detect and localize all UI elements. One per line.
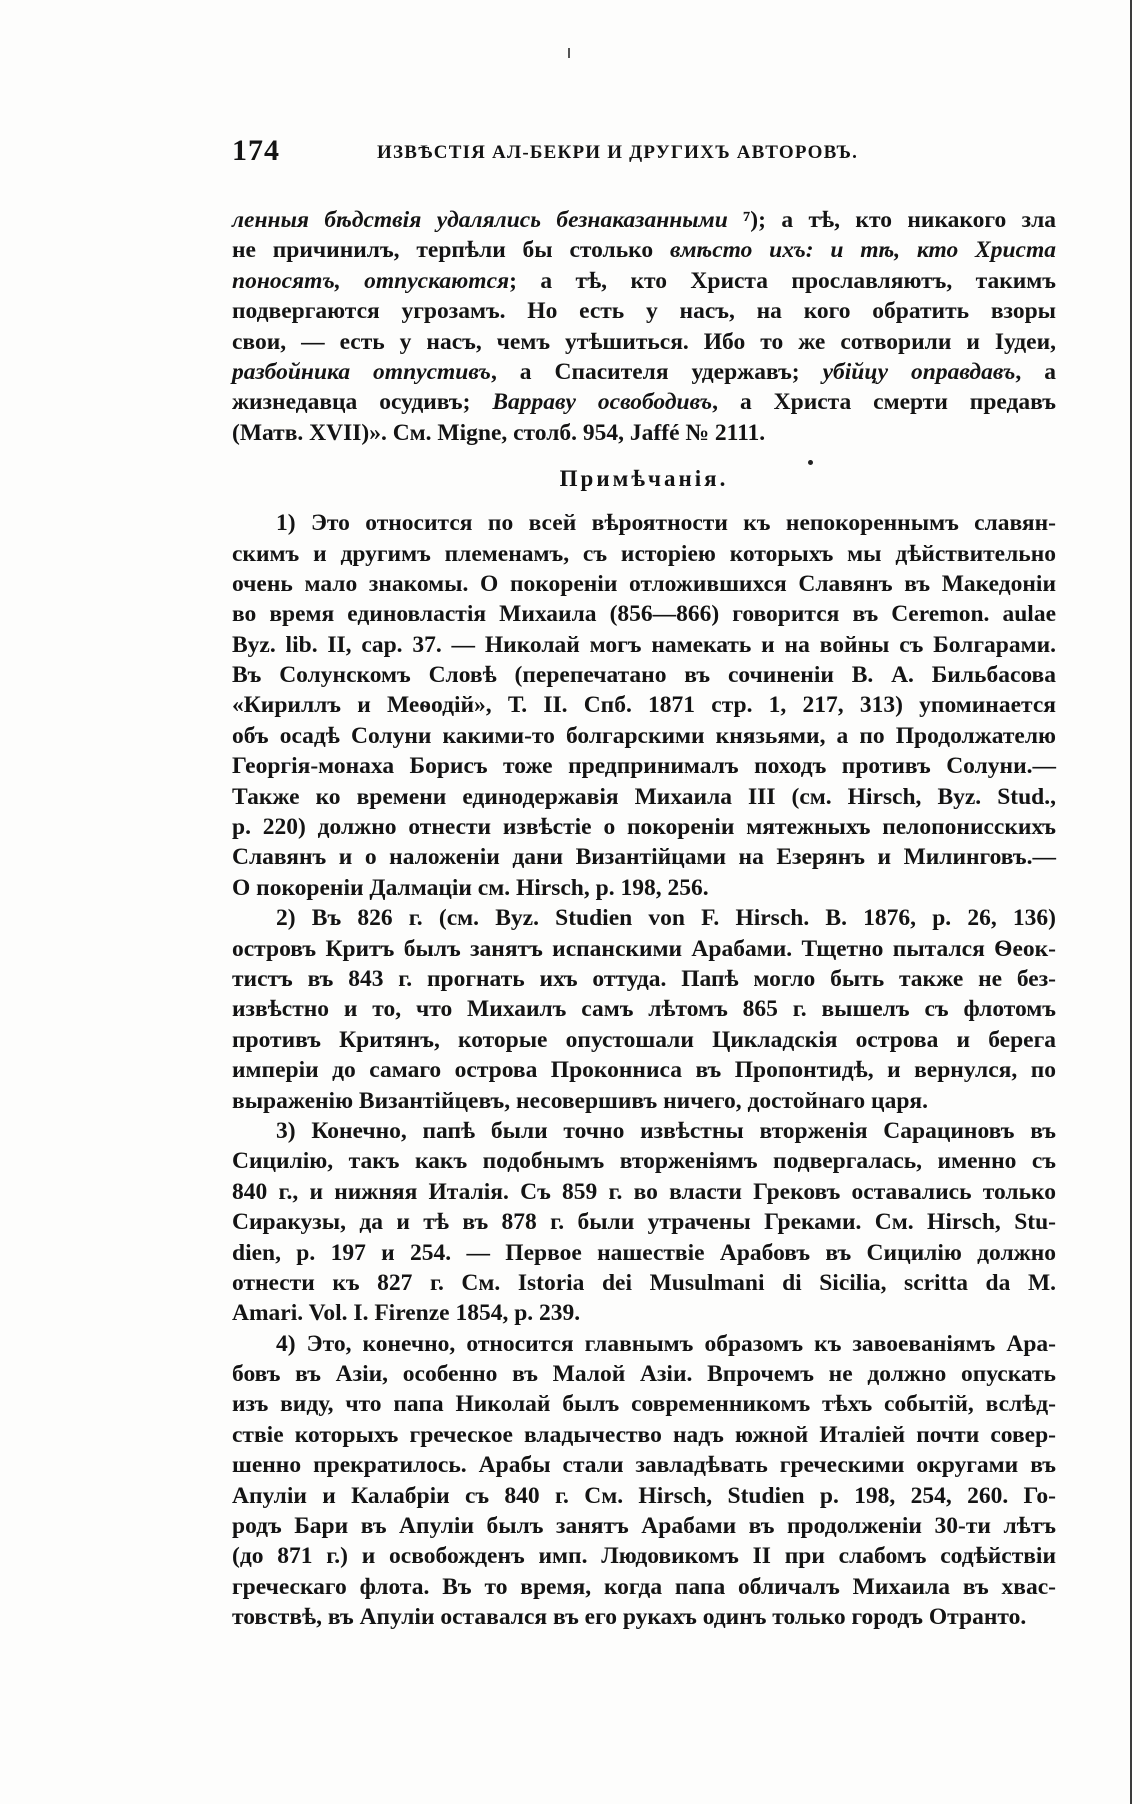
italic-segment: убійцу оправдавъ	[822, 358, 1016, 385]
running-title: ИЗВѢСТІЯ АЛ-БЕКРИ И ДРУГИХЪ АВТОРОВЪ.	[377, 142, 859, 163]
note-line: скимъ и другимъ племенамъ, съ исторіею которыхъ мы дѣйствительно	[232, 540, 1056, 567]
text-segment: не причинилъ, терпѣли бы столько	[232, 237, 670, 264]
text-line	[232, 357, 1056, 387]
page-number: 174	[232, 134, 280, 167]
text-line	[232, 387, 1056, 417]
text-line	[232, 235, 1056, 265]
note-line: 1) Это относится по всей вѣроятности къ непокореннымъ славян-	[276, 510, 1056, 537]
note-line: «Кириллъ и Меѳодій», Т. II. Спб. 1871 стр. 1, 217, 313) упоминается	[232, 692, 1056, 719]
text-segment: , а Спасителя удержавъ;	[490, 358, 823, 385]
note-line: Byz. lib. II, cap. 37. — Николай могъ намекать и на войны съ Болгарами.	[232, 631, 1056, 658]
note-line: шенно прекратилось. Арабы стали завладѣвать греческими округами въ	[232, 1452, 1056, 1479]
note-line: товствѣ, въ Апуліи оставался въ его рукахъ одинъ только городъ Отранто.	[232, 1604, 1027, 1631]
note-line: объ осадѣ Солуни какими-то болгарскими князьями, а по Продолжателю	[232, 722, 1056, 749]
note-line: О покореніи Далмаціи см. Hirsch, p. 198, 256.	[232, 874, 709, 901]
italic-segment: вмѣсто ихъ: и тѣ, кто Христа	[669, 237, 1056, 264]
note-line: Также ко времени единодержавія Михаила III (см. Hirsch, Byz. Stud.,	[232, 783, 1056, 810]
text-line	[232, 327, 1056, 357]
italic-segment: поносятъ, отпускаются	[232, 267, 510, 294]
italic-segment: Варраву освободивъ	[492, 389, 713, 416]
note-line: во время единовластія Михаила (856—866) говорится въ Ceremon. aulae	[232, 601, 1056, 628]
text-segment: ⁷); а тѣ, кто никакого зла	[727, 207, 1057, 233]
note-line: Въ Солунскомъ Словѣ (перепечатано въ сочиненіи В. А. Бильбасова	[232, 662, 1056, 689]
note-line: Апуліи и Калабріи съ 840 г. См. Hirsch, Studien p. 198, 254, 260. Го-	[232, 1482, 1056, 1509]
note-line: (до 871 г.) и освобожденъ имп. Людовикомъ II при слабомъ содѣйствіи	[232, 1543, 1056, 1570]
note-line: Сицилію, такъ какъ подобнымъ вторженіямъ подвергалась, именно съ	[232, 1148, 1056, 1175]
intro-paragraph	[232, 205, 1056, 448]
notes-section	[232, 508, 1056, 1632]
note-line: противъ Критянъ, которые опустошали Цикладскія острова и берега	[232, 1026, 1056, 1053]
text-segment: подвергаются угрозамъ. Но есть у насъ, на кого обратить взоры	[232, 298, 1056, 325]
note-line: 2) Въ 826 г. (см. Byz. Studien von F. Hirsch. B. 1876, p. 26, 136)	[276, 905, 1056, 932]
note-line: греческаго флота. Въ то время, когда папа обличалъ Михаила въ хвас-	[232, 1573, 1056, 1600]
note-line: родъ Бари въ Апуліи былъ занятъ Арабами въ продолженіи 30-ти лѣтъ	[232, 1513, 1056, 1540]
italic-segment: ленныя бѣдствія удалялись безнаказанными	[232, 207, 728, 233]
text-line	[232, 418, 1056, 448]
page-header	[232, 134, 932, 174]
scan-mark	[568, 48, 570, 58]
text-line	[232, 205, 1056, 235]
note-line: островъ Критъ былъ занятъ испанскими Арабами. Тщетно пытался Ѳеок-	[232, 935, 1056, 962]
note-line: Георгія-монаха Борисъ тоже предпринималъ походъ противъ Солуни.—	[232, 753, 1056, 780]
note-line: отнести къ 827 г. См. Istoria dei Musulmani di Sicilia, scritta da M.	[232, 1269, 1056, 1296]
note-line: тистъ въ 843 г. прогнать ихъ оттуда. Папѣ могло быть также не без-	[232, 965, 1056, 992]
text-segment: ; а тѣ, кто Христа прославляютъ, такимъ	[509, 267, 1056, 294]
note-line: имперіи до самаго острова Проконниса въ Пропонтидѣ, и вернулся, по	[232, 1057, 1056, 1084]
note-line: p. 220) должно отнести извѣстіе о покореніи мятежныхъ пелопонисскихъ	[232, 814, 1056, 841]
note-line: 840 г., и нижняя Италія. Съ 859 г. во власти Грековъ оставались только	[232, 1178, 1056, 1205]
note-line: dien, p. 197 и 254. — Первое нашествіе Арабовъ въ Сицилію должно	[232, 1239, 1056, 1266]
note-line: очень мало знакомы. О покореніи отложившихся Славянъ въ Македоніи	[232, 570, 1056, 597]
note-line: 4) Это, конечно, относится главнымъ образомъ къ завоеваніямъ Ара-	[276, 1330, 1056, 1357]
note-line: 3) Конечно, папѣ были точно извѣстны вторженія Сарациновъ въ	[276, 1117, 1056, 1144]
text-segment: , а Христа смерти предавъ	[712, 389, 1056, 416]
note-line: Сиракузы, да и тѣ въ 878 г. были утрачены Греками. См. Hirsch, Stu-	[232, 1209, 1056, 1236]
body-text	[232, 205, 1056, 1633]
note-line: ствіе которыхъ греческое владычество надъ южной Италіей почти совер-	[232, 1421, 1056, 1448]
note-line: бовъ въ Азіи, особенно въ Малой Азіи. Впрочемъ не должно опускать	[232, 1361, 1056, 1388]
note-line: выраженію Византійцевъ, несовершивъ ничего, достойнаго царя.	[232, 1087, 929, 1114]
text-segment: , а	[1015, 358, 1056, 385]
text-segment: свои, — есть у насъ, чемъ утѣшиться. Ибо то же сотворили и Іудеи,	[232, 328, 1056, 355]
page-edge-rule	[1130, 0, 1132, 1804]
note-line: изъ виду, что папа Николай былъ современникомъ тѣхъ событій, вслѣд-	[232, 1391, 1056, 1418]
notes-heading: Примѣчанія.	[559, 466, 729, 492]
text-line	[232, 266, 1056, 296]
text-line	[232, 296, 1056, 326]
text-segment: (Матв. XVII)». См. Migne, столб. 954, Jaffé № 2111.	[232, 419, 766, 446]
text-segment: жизнедавца осудивъ;	[232, 389, 493, 416]
note-line: извѣстно и то, что Михаилъ самъ лѣтомъ 865 г. вышелъ съ флотомъ	[232, 996, 1056, 1023]
italic-segment: разбойника отпустивъ	[232, 358, 491, 385]
note-line: Славянъ и о наложеніи дани Византійцами на Езерянъ и Милинговъ.—	[232, 844, 1056, 871]
note-line: Amari. Vol. I. Firenze 1854, p. 239.	[232, 1300, 581, 1327]
